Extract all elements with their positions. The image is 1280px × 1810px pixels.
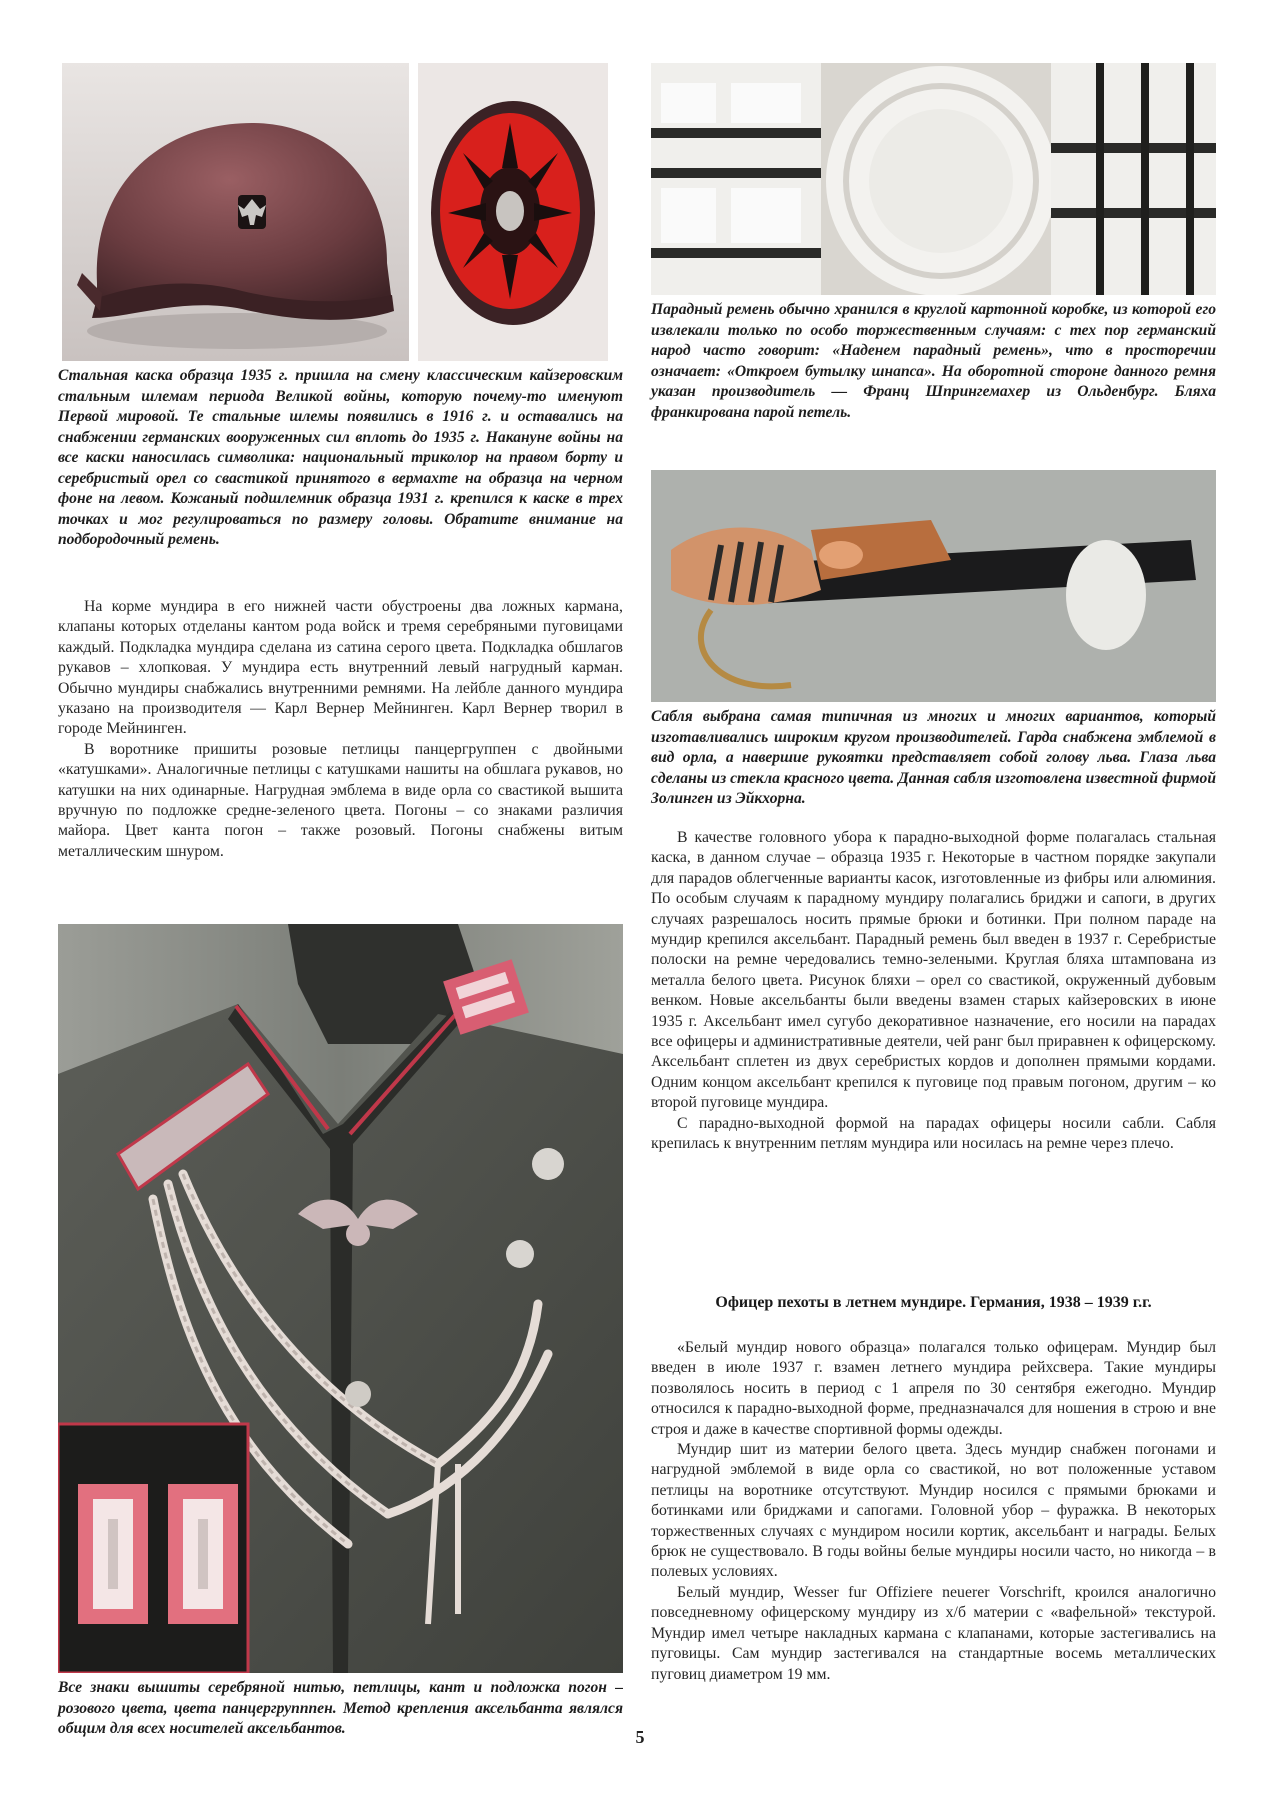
left-paragraph: В воротнике пришиты розовые петлицы панцергруппен с двойными «катушками». Аналогичные петлицы с катушками нашиты на обшлага рукавов, но катушки на них одинарные. Нагрудная эмблема в виде орла со свастикой вышита вручную по подложке средне-зеленого цвета. Погоны – со знаками различия майора. Цвет канта погон – также розовый. Погоны снабжены витым металлическим шнуром. <box>58 740 623 860</box>
uniform-caption: Все знаки вышиты серебряной нитью, петлицы, кант и подложка погон – розового цвета, цвета панцергрупппен. Метод крепления аксельбанта являлся общим для всех носителей аксельбантов. <box>58 1679 623 1737</box>
helmet-caption: Стальная каска образца 1935 г. пришла на смену классическим кайзеровским стальным шлемам периода Великой войны, которую почему-то именуют Первой мировой. Те стальные шлемы появились в 1916 г. и оставались на снабжении германских вооруженных сил вплоть до 1935 г. Накануне войны на все каски наносилась символика: национальный триколор на правом борту и серебристый орел со свастикой принятого в вермахте на образца на черном фоне на левом. Кожаный подшлемник образца 1931 г. крепился к каске в трех точках и мог регулироваться по размеру головы. Обратите внимание на подбородочный ремень. <box>58 367 623 548</box>
left-paragraph: На корме мундира в его нижней части обустроены два ложных кармана, клапаны которых отделаны кантом рода войск и тремя серебряными пуговицами каждый. Подкладка мундира сделана из сатина серого цвета. Подкладка обшлагов рукавов – хлопковая. У мундира есть внутренний левый нагрудный карман. Обычно мундиры снабжались внутренними ремнями. На лейбле данного мундира указано на производителя — Карл Вернер Мейнинген. Карл Вернер творил в городе Мейнинген. <box>58 598 623 738</box>
sabre-photo <box>651 470 1216 702</box>
belt-photo <box>651 63 1216 295</box>
right-paragraph: В качестве головного убора к парадно-выходной форме полагалась стальная каска, в данном случае – образца 1935 г. Некоторые в частном порядке закупали для парадов облегченные варианты касок, изготовленные из фибры или алюминия. По особым случаям к парадному мундиру полагались бриджи и сапоги, в других случаях разрешалось носить прямые брюки и ботинки. При полном параде на мундир крепился аксельбант. Парадный ремень был введен в 1937 г. Серебристые полоски на ремне чередовались темно-зелеными. Круглая бляха штампована из металла белого цвета. Рисунок бляхи – орел со свастикой, окруженный дубовым венком. Новые аксельбанты были введены взамен старых кайзеровских в июне 1935 г. Аксельбант имел сугубо декоративное назначение, его носили на парадах все офицеры и административные деятели, чей ранг был приравнен к офицерскому. Аксельбант сплетен из двух серебристых кордов и дополнен прямыми кордами. Одним концом аксельбант крепился к пуговице под правым погоном, другим – ко второй пуговице мундира. <box>651 829 1216 1112</box>
helmet-side-photo <box>62 63 409 361</box>
belt-caption: Парадный ремень обычно хранился в круглой картонной коробке, из которой его извлекали только по особо торжественным случаям: с тех пор германский народ часто говорит: «Наденем парадный ремень», что в просторечии означает: «Откроем бутылку шнапса». На оборотной стороне данного ремня указан производитель — Франц Шпрингемахер из Ольденбург. Бляха франкирована парой петель. <box>651 301 1216 421</box>
right-column-text <box>651 828 1216 1155</box>
helmet-inside-photo <box>418 63 608 361</box>
uniform-photo <box>58 924 623 1673</box>
right-paragraph: С парадно-выходной формой на парадах офицеры носили сабли. Сабля крепилась к внутренним петлям мундира или носилась на ремне через плечо. <box>651 1114 1216 1153</box>
section-text <box>651 1338 1216 1685</box>
left-column-text <box>58 597 623 862</box>
section-paragraph: Мундир шит из материи белого цвета. Здесь мундир снабжен погонами и нагрудной эмблемой в виде орла со свастикой, но вот положенные уставом петлицы на воротнике отсутствуют. Мундир носился с прямыми брюками и ботинками или бриджами и сапогами. Головной убор – фуражка. В некоторых торжественных случаях с мундиром носили кортик, аксельбант и награды. Белых брюк не существовало. В годы войны белые мундиры носили часто, но никогда – в полевых условиях. <box>651 1441 1216 1581</box>
sabre-caption: Сабля выбрана самая типичная из многих и многих вариантов, который изготавливались широким кругом производителей. Гарда снабжена эмблемой в вид орла, а навершие рукоятки представляет собой голову льва. Глаза льва сделаны из стекла красного цвета. Данная сабля изготовлена известной фирмой Золинген из Эйкхорна. <box>651 708 1216 807</box>
page-number: 5 <box>635 1727 645 1747</box>
section-paragraph: Белый мундир, Wesser fur Offiziere neuerer Vorschrift, кроился аналогично повседневному офицерскому мундиру из х/б материи с «вафельной» текстурой. Мундир имел четыре накладных кармана с клапанами, которые застегивались на пуговицы. Сам мундир застегивался на стандартные восемь металлических пуговиц диаметром 19 мм. <box>651 1583 1216 1683</box>
section-heading: Офицер пехоты в летнем мундире. Германия, 1938 – 1939 г.г. <box>715 1294 1152 1311</box>
section-paragraph: «Белый мундир нового образца» полагался только офицерам. Мундир был введен в июле 1937 г. взамен летнего мундира рейхсвера. Такие мундиры позволялось носить в период с 1 апреля по 30 сентября ежегодно. Мундир относился к парадно-выходной форме, предназначался для ношения в строю и вне строя и даже в качестве спортивной формы одежды. <box>651 1339 1216 1438</box>
